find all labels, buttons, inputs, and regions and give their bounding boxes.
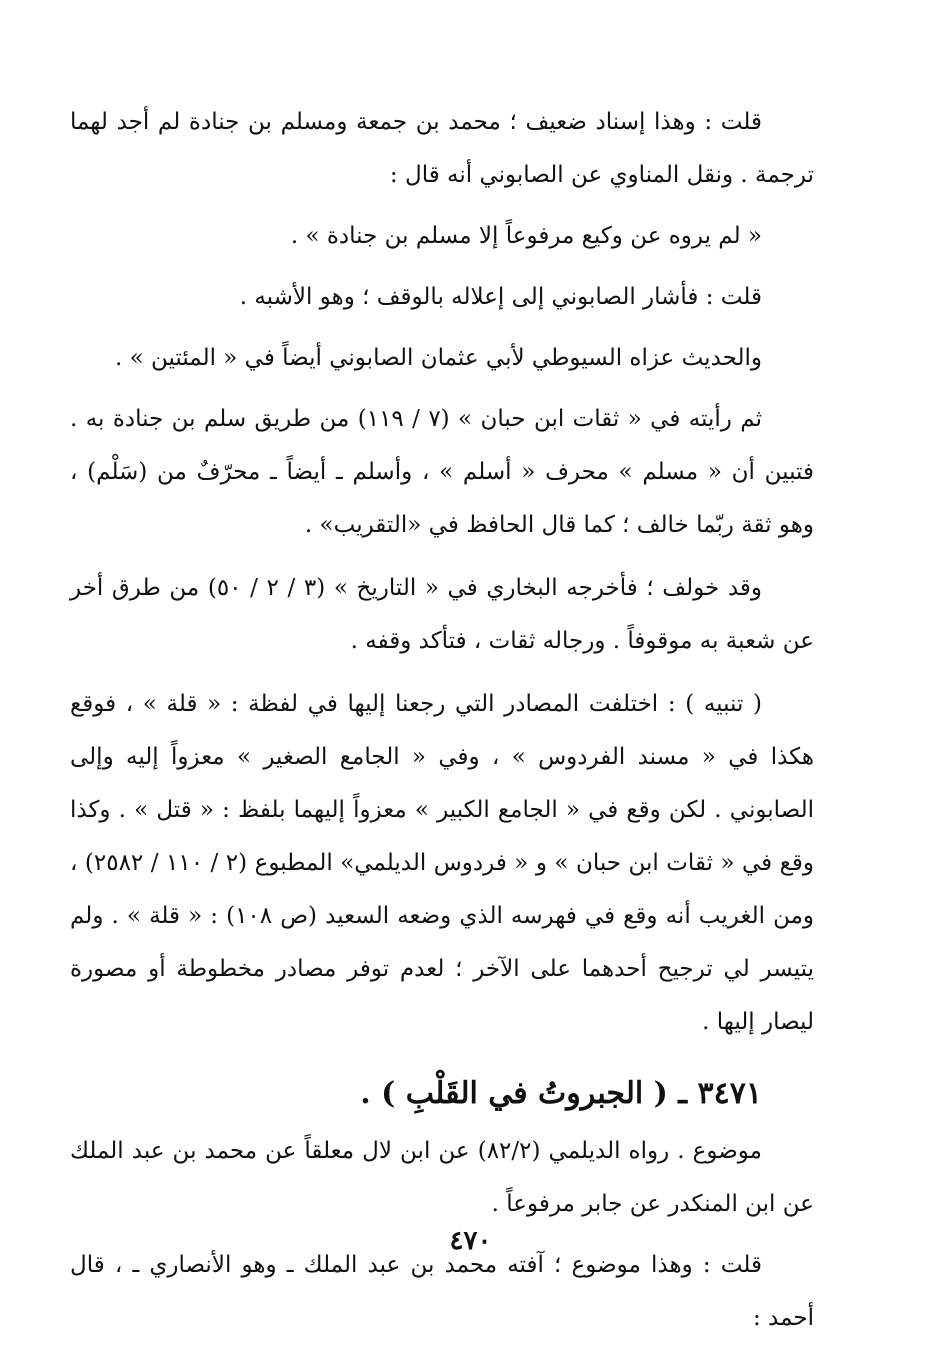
page-body — [70, 96, 814, 1345]
paragraph-tanbih: ( تنبيه ) : اختلفت المصادر التي رجعنا إليها في لفظة : « قلة » ، فوقع هكذا في « مسند الفردوس » ، وفي « الجامع الصغير » معزواً إليه وإلى الصابوني . لكن وقع في « الجامع الكبير » معزواً إليهما بلفظ : « قتل » . وكذا وقع في « ثقات ابن حبان » و « فردوس الديلمي» المطبوع (٢ / ١١٠ / ٢٥٨٢) ، ومن الغريب أنه وقع في فهرسه الذي وضعه السعيد (ص ١٠٨) : « قلة » . ولم يتيسر لي ترجيح أحدهما على الآخر ؛ لعدم توفر مصادر مخطوطة أو مصورة ليصار إليها . — [70, 691, 814, 1035]
paragraph-mawdu: موضوع . رواه الديلمي (٨٢/٢) عن ابن لال معلقاً عن محمد بن عبد الملك عن ابن المنكدر عن جابر مرفوعاً . — [70, 1138, 814, 1217]
paragraph-conclusion: قلت : وهذا موضوع ؛ آفته محمد بن عبد الملك ـ وهو الأنصاري ـ ، قال أحمد : — [70, 1252, 814, 1331]
page-number: ٤٧٠ — [449, 1226, 492, 1256]
paragraph-quote: « لم يروه عن وكيع مرفوعاً إلا مسلم بن جنادة » . — [290, 223, 762, 249]
paragraph-suyuti-attribution: والحديث عزاه السيوطي لأبي عثمان الصابوني أيضاً في « المئتين » . — [114, 345, 762, 371]
paragraph-isnad-weak: قلت : وهذا إسناد ضعيف ؛ محمد بن جمعة ومسلم بن جنادة لم أجد لهما ترجمة . ونقل المناوي عن الصابوني أنه قال : — [70, 109, 814, 188]
paragraph-ibn-hibban: ثم رأيته في « ثقات ابن حبان » (٧ / ١١٩) من طريق سلم بن جنادة به . فتبين أن « مسلم » محرف « أسلم » ، وأسلم ـ أيضاً ـ محرّفٌ من (سَلْم) ، وهو ثقة ربّما خالف ؛ كما قال الحافظ في «التقريب» . — [70, 406, 814, 538]
paragraph-bukhari: وقد خولف ؛ فأخرجه البخاري في « التاريخ » (٣ / ٢ / ٥٠) من طرق أخر عن شعبة به موقوفاً . ورجاله ثقات ، فتأكد وقفه . — [70, 575, 814, 654]
paragraph-sabuni-note: قلت : فأشار الصابوني إلى إعلاله بالوقف ؛ وهو الأشبه . — [239, 284, 762, 310]
hadith-heading: ٣٤٧١ ـ ( الجبروتُ في القَلْبِ ) . — [360, 1076, 762, 1111]
